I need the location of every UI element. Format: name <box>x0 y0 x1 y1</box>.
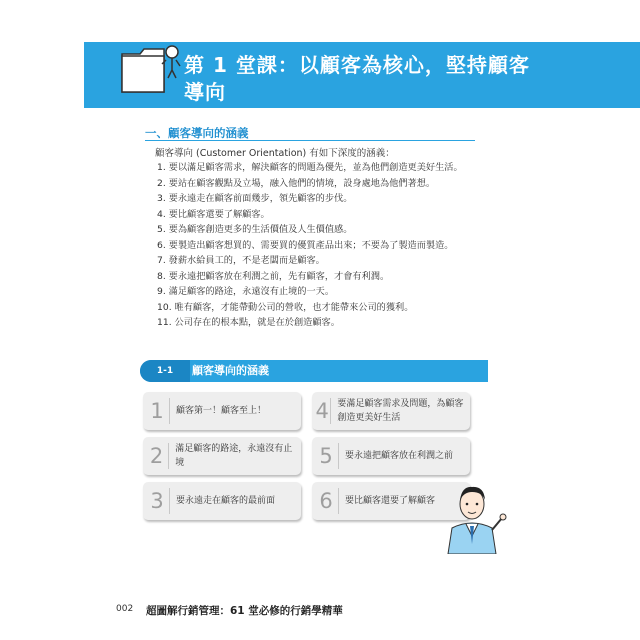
figure-number: 1-1 <box>156 366 174 376</box>
figure-number-badge <box>140 360 190 382</box>
section-heading: 一、顧客導向的涵義 <box>145 126 249 140</box>
list-item: 9. 滿足顧客的路途，永遠沒有止境的一天。 <box>157 286 335 297</box>
list-item: 2. 要站在顧客觀點及立場，融入他們的情境，設身處地為他們著想。 <box>157 177 436 189</box>
card-number: 1 <box>145 398 170 424</box>
card-text: 要滿足顧客需求及問題，為顧客創造更美好生活 <box>337 399 464 423</box>
card-text: 要比顧客還要了解顧客 <box>345 496 436 506</box>
list-item: 7. 發薪水給員工的，不是老闆而是顧客。 <box>157 255 325 266</box>
card-number: 5 <box>314 443 339 469</box>
chapter-title-line1: 第 1 堂課：以顧客為核心，堅持顧客 <box>184 53 530 77</box>
list-item: 5. 要為顧客創造更多的生活價值及人生價值感。 <box>157 224 353 235</box>
card-number: 4 <box>314 398 331 424</box>
figure-title: 顧客導向的涵義 <box>192 364 269 377</box>
meaning-card-5 <box>312 437 470 475</box>
section-intro: 顧客導向 (Customer Orientation) 有如下深度的涵義： <box>155 148 395 159</box>
card-number: 2 <box>145 443 169 469</box>
card-text: 顧客第一！顧客至上！ <box>176 406 267 416</box>
meaning-list <box>157 160 463 331</box>
meaning-card-4 <box>312 392 470 430</box>
meaning-card-3 <box>143 482 301 520</box>
list-item: 8. 要永遠把顧客放在利潤之前，先有顧客，才會有利潤。 <box>157 270 390 282</box>
list-item: 3. 要永遠走在顧客前面幾步，領先顧客的步伐。 <box>157 193 353 204</box>
meaning-card-2 <box>143 437 301 475</box>
section-divider <box>145 140 475 141</box>
chapter-title-line2: 導向 <box>184 80 226 104</box>
meaning-card-1 <box>143 392 301 430</box>
chapter-title <box>184 52 614 106</box>
list-item: 10. 唯有顧客，才能帶動公司的營收，也才能帶來公司的獲利。 <box>157 301 414 313</box>
card-text: 要永遠走在顧客的最前面 <box>176 496 276 506</box>
list-item: 11. 公司存在的根本點，就是在於創造顧客。 <box>157 317 340 328</box>
card-text: 滿足顧客的路途，永遠沒有止境 <box>175 444 293 468</box>
list-item: 6. 要製造出顧客想買的、需要買的優質產品出來；不要為了製造而製造。 <box>157 239 454 251</box>
card-number: 6 <box>314 488 339 514</box>
card-text: 要永遠把顧客放在利潤之前 <box>345 451 454 461</box>
page-number: 002 <box>116 604 134 614</box>
folder-character-icon <box>118 40 182 98</box>
card-number: 3 <box>145 488 170 514</box>
book-title: 超圖解行銷管理：61 堂必修的行銷學精華 <box>146 605 343 617</box>
businessman-illustration <box>436 474 508 554</box>
list-item: 4. 要比顧客還要了解顧客。 <box>157 208 270 220</box>
list-item: 1. 要以滿足顧客需求，解決顧客的問題為優先，並為他們創造更美好生活。 <box>157 162 463 173</box>
